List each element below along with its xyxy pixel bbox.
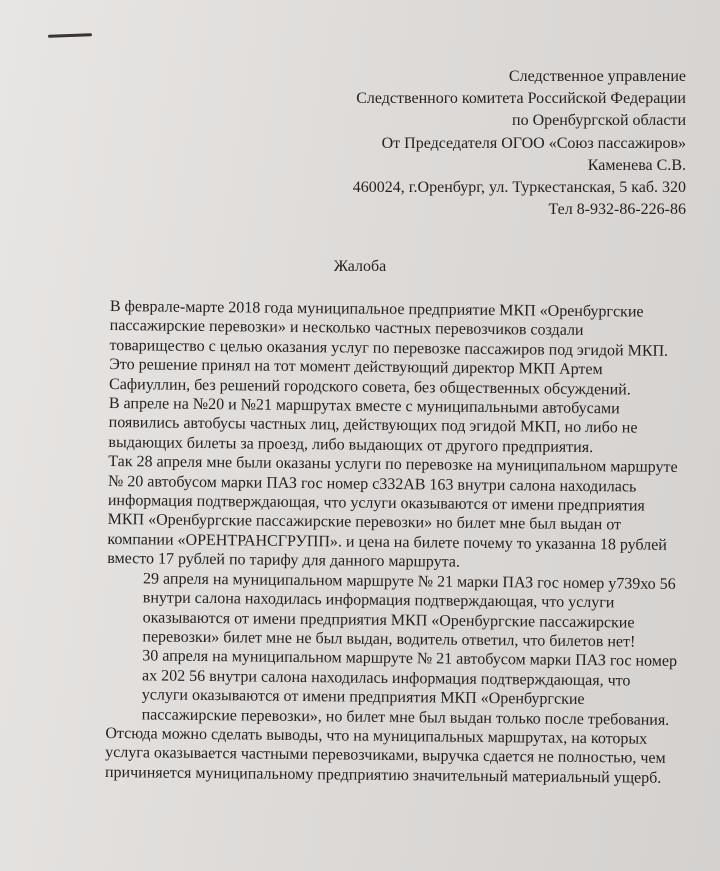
addressee-line: Тел 8-932-86-226-86	[548, 201, 686, 219]
addressee-line: по Оренбургской области	[512, 112, 686, 130]
document-title: Жалоба	[333, 258, 387, 275]
paragraph: В апреле на №20 и №21 маршрутах вместе с муниципальными автобусами появились автобусы частных лиц, действующих под эгидой МКП, но либо не выдающих билеты за проезд, либо выдающих от другого предприятия.	[108, 395, 638, 456]
addressee-line: Следственного комитета Российской Федерации	[356, 90, 686, 108]
addressee-block	[226, 66, 686, 221]
document-body	[105, 297, 682, 788]
paragraph: 30 апреля на муниципальном маршруте № 21 автобусом марки ПАЗ гос номер ах 202 56 внутри салона находилась информация подтверждающая, что услуги оказываются от имени предприятия МКП «Оренбургские пассажирские перевозки», но билет мне был выдан только после требования.	[141, 647, 678, 729]
addressee-line: 460024, г.Оренбург, ул. Туркестанская, 5 каб. 320	[352, 179, 686, 197]
addressee-line: Следственное управление	[508, 68, 686, 85]
addressee-line: Каменева С.В.	[587, 156, 686, 174]
paragraph: 29 апреля на муниципальном маршруте № 21 марки ПАЗ гос номер у739хо 56 внутри салона находилась информация подтверждающая, что услуги оказываются от имени предприятия МКП «Оренбургские пассажирские перевозки» билет мне не был выдан, водитель ответил, что билетов нет!	[142, 570, 676, 651]
paragraph: Отсюда можно сделать выводы, что на муниципальных маршрутах, на которых услуга оказывается частными перевозчиками, выручка сдается не полностью, чем причиняется муниципальному предприятию значительный материальный ущерб.	[104, 724, 666, 787]
paragraph: Так 28 апреля мне были оказаны услуги по перевозке на муниципальном маршруте № 20 автобусом марки ПАЗ гос номер с332АВ 163 внутри салона находилась информация подтверждающая, что услуги оказываются от имени предприятия МКП «Оренбургские пассажирские перевозки» но билет мне был выдан от компании «ОРЕНТРАНСГРУПП». и цена на билете почему то указанна 18 рублей вместо 17 рублей по тарифу для данного маршрута.	[107, 453, 678, 571]
pen-mark	[48, 33, 92, 38]
paragraph: В феврале-марте 2018 года муниципальное предприятие МКП «Оренбургские пассажирские перевозки» и несколько частных перевозчиков создали товарищество с целью оказания услуг по перевозке пассажиров под эгидой МКП. Это решение принял на тот момент действующий директор МКП Артем Сафиуллин, без решений городского совета, без общественных обсуждений.	[108, 297, 669, 399]
addressee-line: От Председателя ОГОО «Союз пассажиров»	[381, 134, 686, 152]
